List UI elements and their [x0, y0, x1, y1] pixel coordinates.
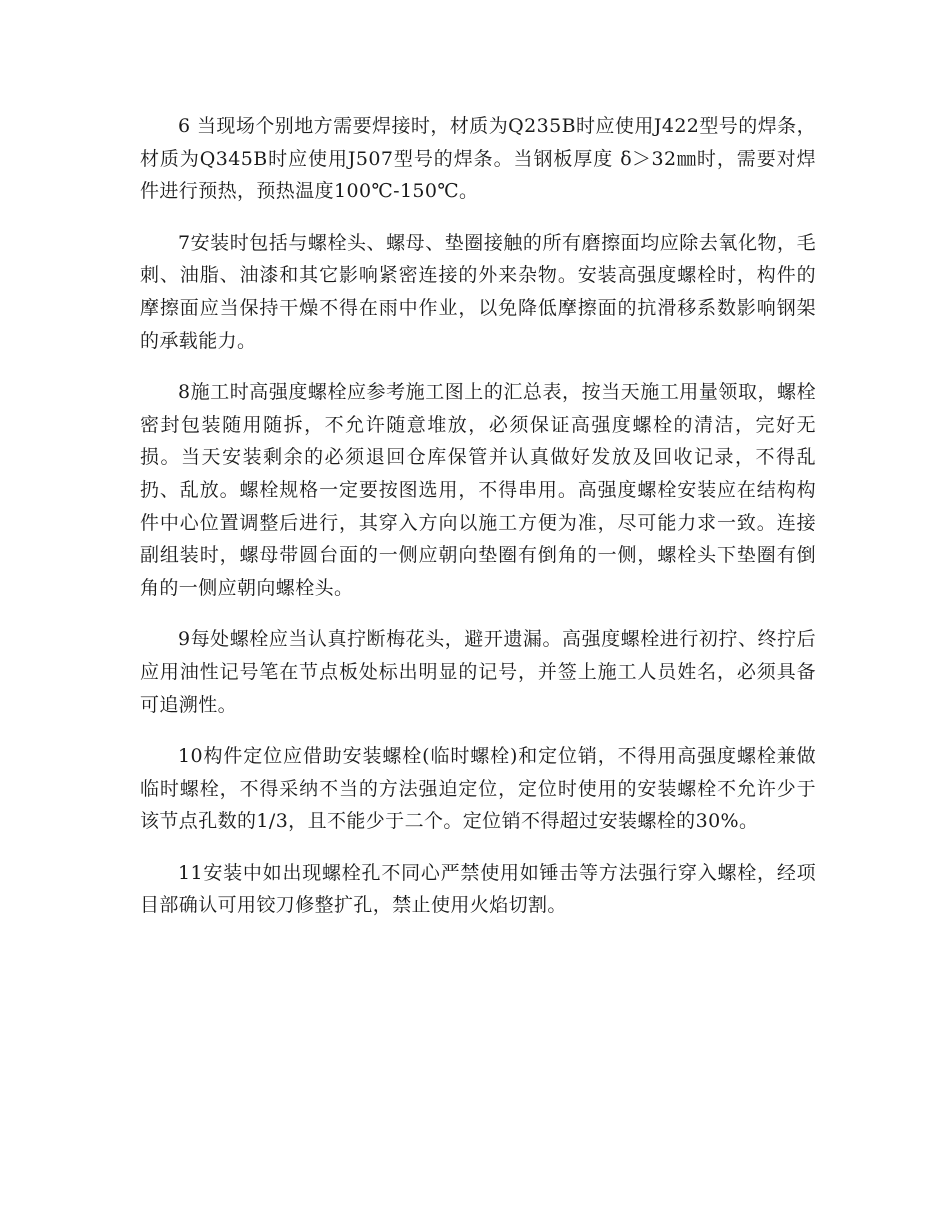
paragraph-11-bolt-holes: 11安装中如出现螺栓孔不同心严禁使用如锤击等方法强行穿入螺栓，经项目部确认可用铰刀修整扩孔，禁止使用火焰切割。	[140, 861, 816, 917]
paragraph-8-bolt-handling: 8施工时高强度螺栓应参考施工图上的汇总表，按当天施工用量领取，螺栓密封包装随用随拆，不允许随意堆放，必须保证高强度螺栓的清洁，完好无损。当天安装剩余的必须退回仓库保管并认真做好发放及回收记录，不得乱扔、乱放。螺栓规格一定要按图选用，不得串用。高强度螺栓安装应在结构构件中心位置调整后进行，其穿入方向以施工方便为准，尽可能力求一致。连接副组装时，螺母带圆台面的一侧应朝向垫圈有倒角的一侧，螺栓头下垫圈有倒角的一侧应朝向螺栓头。	[140, 381, 816, 599]
document-body	[140, 110, 816, 941]
paragraph-10-positioning: 10构件定位应借助安装螺栓(临时螺栓)和定位销，不得用高强度螺栓兼做临时螺栓，不得采纳不当的方法强迫定位，定位时使用的安装螺栓不允许少于该节点孔数的1/3，且不能少于二个。定位销不得超过安装螺栓的30%。	[140, 745, 816, 833]
paragraph-6-welding: 6 当现场个别地方需要焊接时，材质为Q235B时应使用J422型号的焊条，材质为Q345B时应使用J507型号的焊条。当钢板厚度 δ＞32㎜时，需要对焊件进行预热，预热温度100℃-150℃。	[140, 115, 816, 203]
paragraph-9-torque-marking: 9每处螺栓应当认真拧断梅花头，避开遗漏。高强度螺栓进行初拧、终拧后应用油性记号笔在节点板处标出明显的记号，并签上施工人员姓名，必须具备可追溯性。	[140, 628, 816, 716]
paragraph-7-friction-surface: 7安装时包括与螺栓头、螺母、垫圈接触的所有磨擦面均应除去氧化物，毛刺、油脂、油漆和其它影响紧密连接的外来杂物。安装高强度螺栓时，构件的摩擦面应当保持干燥不得在雨中作业，以免降低摩擦面的抗滑移系数影响钢架的承载能力。	[140, 231, 816, 352]
